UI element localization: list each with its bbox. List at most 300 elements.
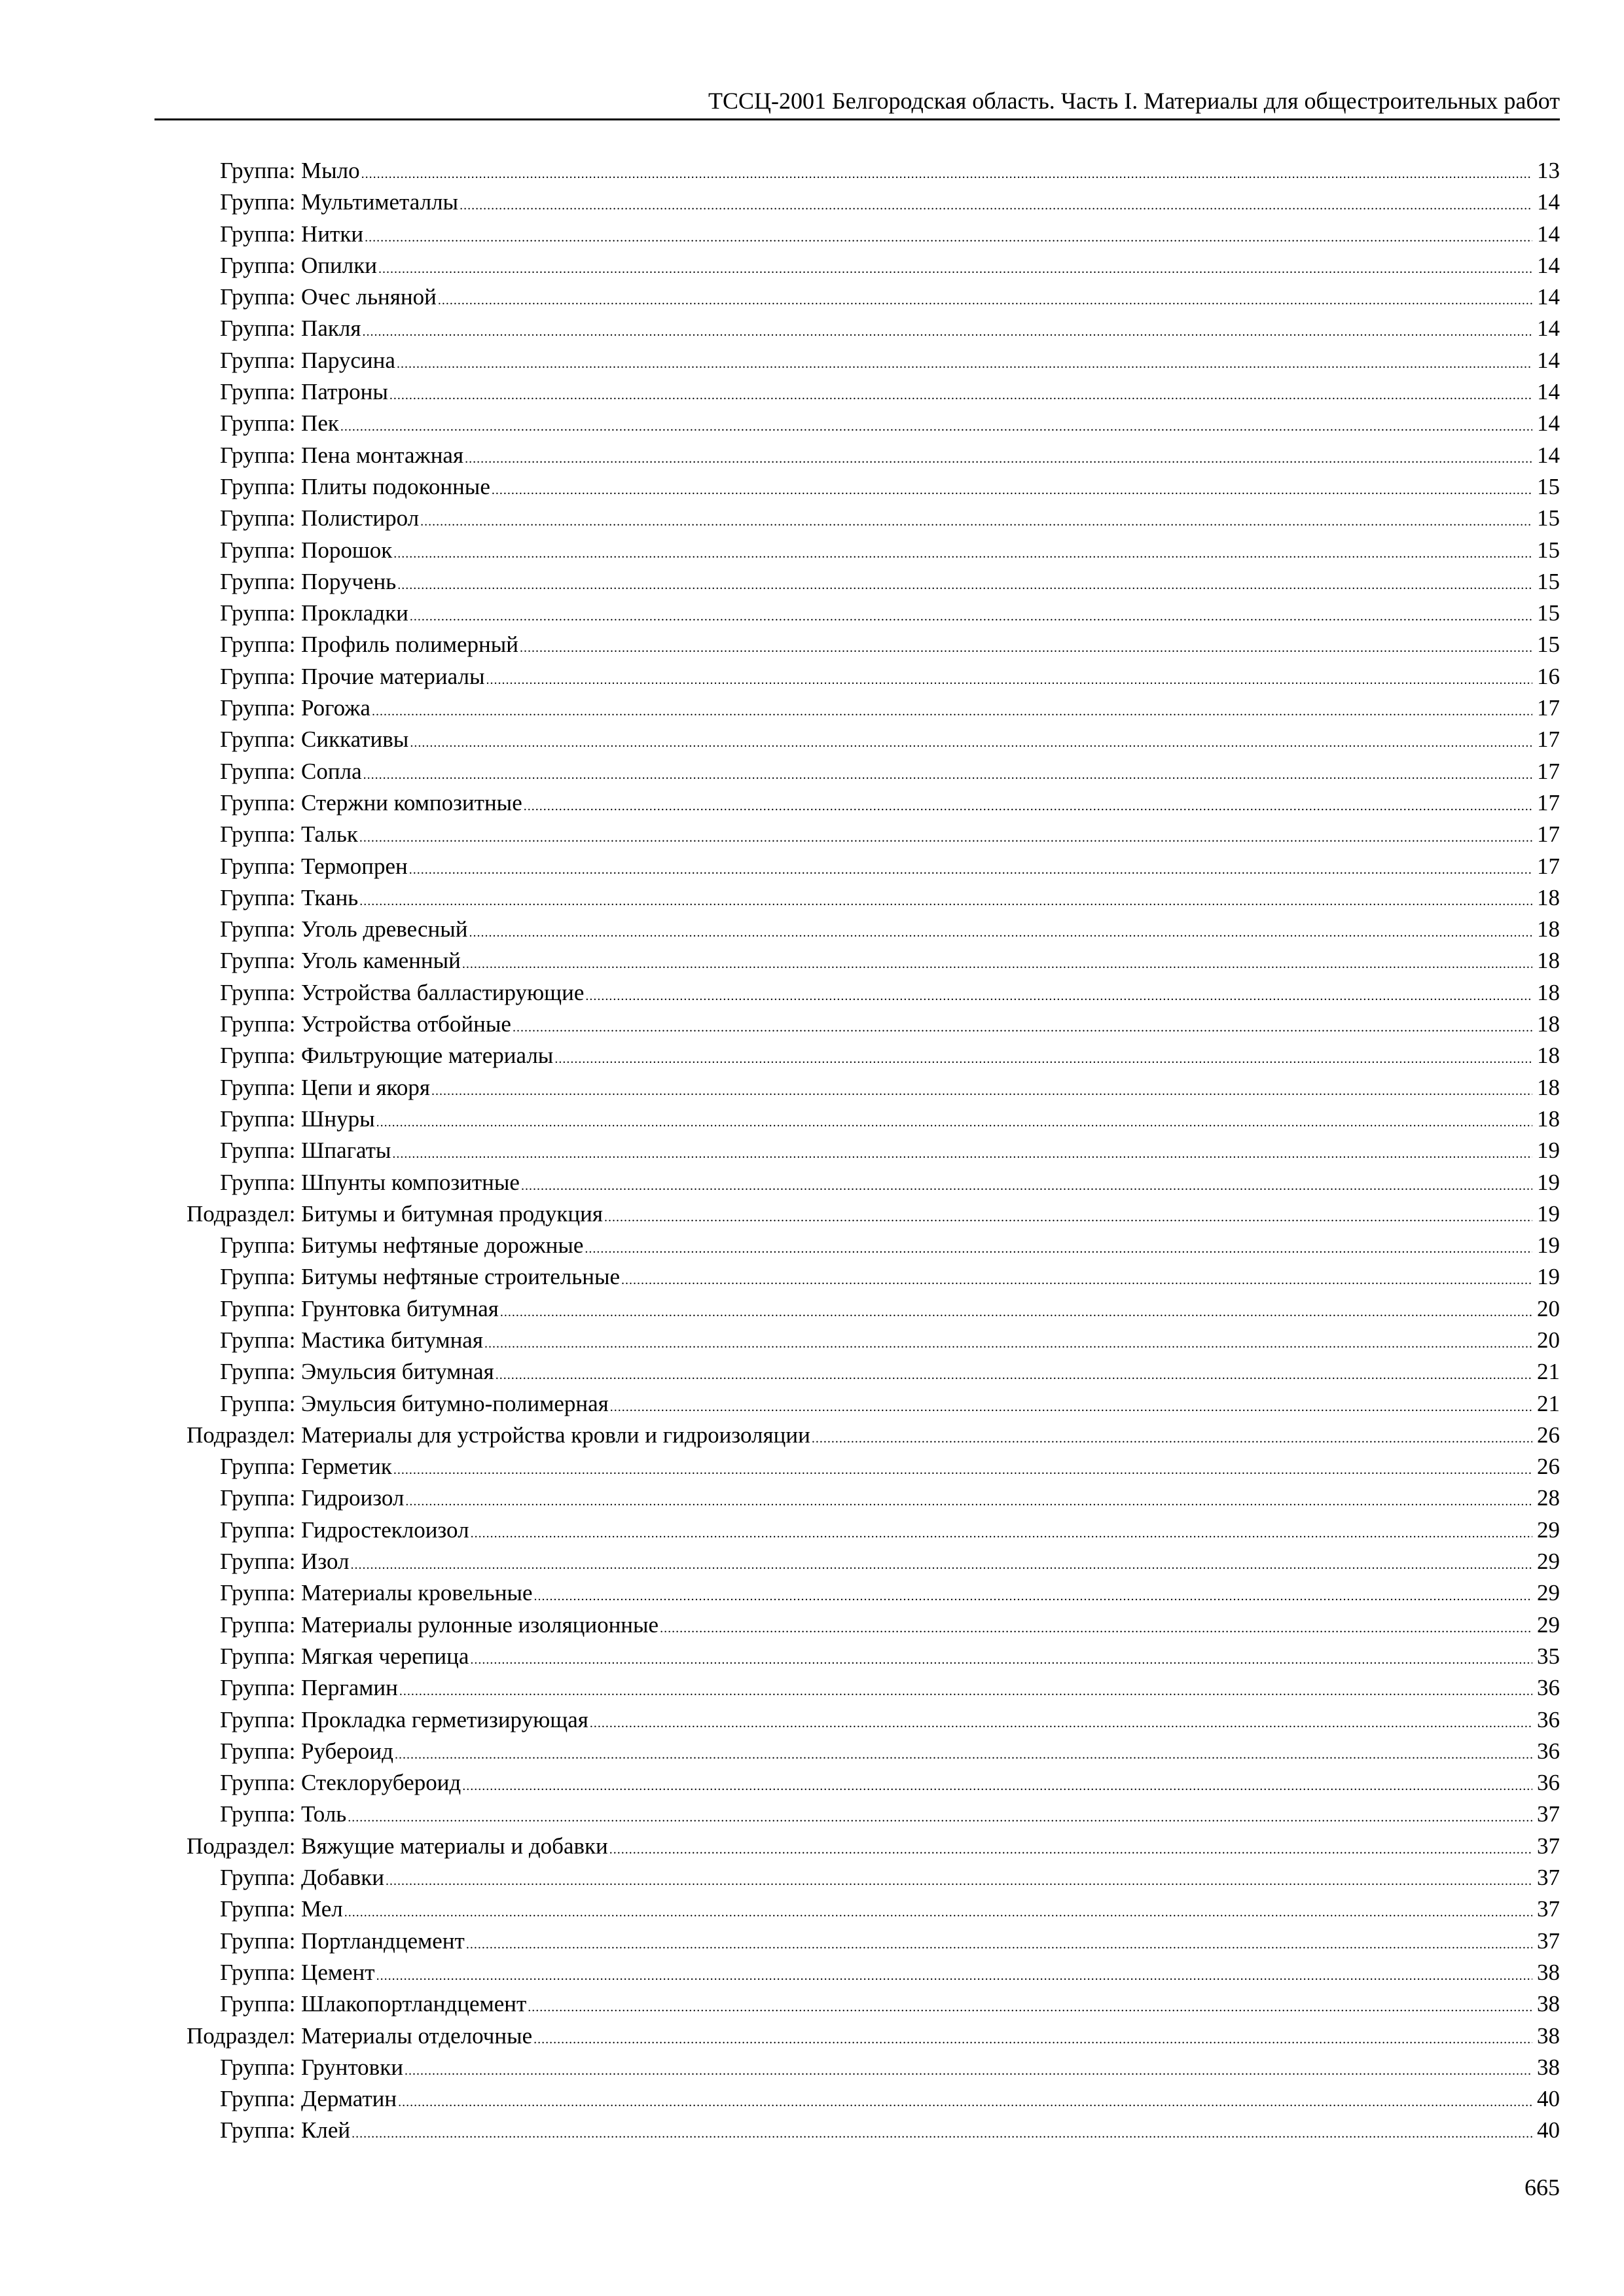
toc-group-entry[interactable] [187, 882, 1560, 914]
toc-entry-title: Плиты подоконные [301, 473, 490, 499]
toc-dot-leader [352, 2118, 1532, 2149]
toc-entry-title: Термопрен [301, 853, 408, 879]
toc-dot-leader [585, 980, 1532, 1012]
toc-entry-page: 17 [1537, 726, 1560, 753]
toc-group-entry[interactable] [187, 629, 1560, 660]
toc-entry-kind: Группа: [220, 789, 296, 816]
toc-entry-page: 14 [1537, 189, 1560, 215]
toc-entry-kind: Группа: [220, 695, 296, 721]
toc-entry-title: Парусина [301, 347, 395, 373]
toc-group-entry[interactable] [187, 787, 1560, 819]
toc-entry-kind: Группа: [220, 600, 296, 626]
toc-dot-leader [524, 791, 1532, 822]
toc-dot-leader [405, 2055, 1532, 2087]
toc-dot-leader [469, 917, 1532, 948]
toc-entry-kind: Группа: [220, 2086, 296, 2112]
toc-entry-kind: Группа: [220, 1738, 296, 1764]
toc-entry-page: 15 [1537, 632, 1560, 658]
toc-entry-page: 29 [1537, 1611, 1560, 1638]
toc-dot-leader [486, 664, 1532, 696]
toc-group-entry[interactable] [187, 977, 1560, 1009]
toc-entry-title: Стержни композитные [301, 789, 522, 816]
toc-dot-leader [590, 1708, 1532, 1739]
toc-entry-kind: Группа: [220, 1390, 296, 1416]
toc-group-entry[interactable] [187, 661, 1560, 692]
toc-entry-title: Прочие материалы [301, 663, 485, 689]
toc-entry-page: 36 [1537, 1706, 1560, 1732]
toc-entry-title: Цепи и якоря [301, 1074, 430, 1100]
toc-entry-title: Порошок [301, 537, 393, 563]
toc-entry-kind: Группа: [220, 758, 296, 784]
toc-dot-leader [492, 475, 1532, 506]
toc-entry-title: Пек [301, 410, 339, 437]
toc-entry-page: 14 [1537, 347, 1560, 373]
toc-entry-kind: Группа: [220, 1011, 296, 1037]
toc-dot-leader [410, 727, 1532, 759]
toc-group-entry[interactable] [187, 1926, 1560, 1957]
toc-entry-title: Материалы для устройства кровли и гидроизоляции [301, 1422, 810, 1448]
toc-dot-leader [609, 1834, 1532, 1865]
toc-entry-kind: Группа: [220, 284, 296, 310]
toc-entry-kind: Группа: [220, 189, 296, 215]
toc-entry-title: Шпагаты [301, 1138, 391, 1164]
toc-dot-leader [405, 1486, 1532, 1517]
toc-group-entry[interactable] [187, 1515, 1560, 1546]
toc-entry-kind: Группа: [220, 632, 296, 658]
toc-entry-title: Клей [301, 2117, 351, 2144]
toc-entry-title: Изол [301, 1549, 350, 1575]
toc-dot-leader [610, 1391, 1532, 1423]
toc-dot-leader [340, 411, 1532, 442]
page-header: ТССЦ-2001 Белгородская область. Часть I. Материалы для общестроительных работ [708, 88, 1560, 114]
toc-entry-kind: Группа: [220, 1232, 296, 1259]
toc-group-entry[interactable] [187, 1451, 1560, 1482]
toc-entry-page: 35 [1537, 1643, 1560, 1669]
toc-entry-kind: Группа: [220, 221, 296, 247]
toc-entry-kind: Группа: [220, 1549, 296, 1575]
toc-entry-title: Очес льняной [301, 284, 437, 310]
toc-entry-kind: Группа: [220, 442, 296, 468]
toc-group-entry[interactable] [187, 187, 1560, 218]
toc-group-entry[interactable] [187, 724, 1560, 755]
toc-entry-title: Материалы рулонные изоляционные [301, 1611, 659, 1638]
toc-group-entry[interactable] [187, 471, 1560, 503]
toc-entry-title: Уголь каменный [301, 948, 461, 974]
toc-entry-kind: Группа: [220, 853, 296, 879]
toc-group-entry[interactable] [187, 1704, 1560, 1736]
toc-entry-title: Герметик [301, 1454, 392, 1480]
toc-group-entry[interactable] [187, 1040, 1560, 1071]
toc-entry-title: Устройства отбойные [301, 1011, 511, 1037]
toc-group-entry[interactable] [187, 376, 1560, 408]
toc-entry-kind: Группа: [220, 347, 296, 373]
toc-group-entry[interactable] [187, 598, 1560, 629]
toc-entry-title: Пергамин [301, 1675, 398, 1701]
toc-entry-page: 20 [1537, 1327, 1560, 1353]
toc-entry-page: 18 [1537, 884, 1560, 910]
toc-entry-title: Патроны [301, 379, 388, 405]
toc-dot-leader [386, 1865, 1532, 1897]
toc-entry-page: 13 [1537, 158, 1560, 183]
header-rule [154, 118, 1560, 120]
toc-dot-leader [393, 1454, 1532, 1486]
toc-entry-title: Дерматин [301, 2086, 397, 2112]
toc-dot-leader [520, 632, 1532, 664]
toc-entry-kind: Подраздел: [187, 1200, 296, 1227]
toc-entry-title: Прокладка герметизирующая [301, 1706, 588, 1732]
toc-entry-kind: Группа: [220, 1580, 296, 1606]
toc-dot-leader [812, 1423, 1532, 1454]
toc-dot-leader [359, 886, 1532, 917]
toc-entry-page: 15 [1537, 505, 1560, 531]
toc-entry-kind: Группа: [220, 726, 296, 753]
toc-dot-leader [462, 1770, 1532, 1802]
toc-dot-leader [397, 348, 1532, 380]
toc-group-entry[interactable] [187, 1356, 1560, 1388]
toc-dot-leader [585, 1233, 1532, 1265]
toc-entry-kind: Группа: [220, 663, 296, 689]
toc-entry-page: 21 [1537, 1359, 1560, 1385]
toc-entry-title: Опилки [301, 252, 377, 278]
toc-group-entry[interactable] [187, 945, 1560, 977]
toc-entry-title: Мультиметаллы [301, 189, 459, 215]
toc-entry-page: 16 [1537, 663, 1560, 689]
toc-entry-title: Шнуры [301, 1105, 375, 1132]
toc-entry-kind: Группа: [220, 1611, 296, 1638]
toc-dot-leader [392, 1138, 1532, 1170]
toc-entry-page: 18 [1537, 916, 1560, 942]
toc-entry-kind: Подраздел: [187, 2022, 296, 2049]
toc-entry-kind: Группа: [220, 1264, 296, 1290]
toc-group-entry[interactable] [187, 1641, 1560, 1672]
toc-group-entry[interactable] [187, 1577, 1560, 1609]
toc-dot-leader [376, 1960, 1532, 1992]
toc-entry-title: Уголь древесный [301, 916, 468, 942]
toc-entry-title: Полистирол [301, 505, 420, 531]
toc-entry-page: 38 [1537, 2054, 1560, 2080]
toc-dot-leader [376, 1107, 1532, 1138]
toc-group-entry[interactable] [187, 692, 1560, 724]
toc-entry-title: Нитки [301, 221, 364, 247]
toc-subsection-entry[interactable] [187, 1831, 1560, 1862]
toc-group-entry[interactable] [187, 1893, 1560, 1925]
toc-entry-page: 36 [1537, 1738, 1560, 1764]
toc-entry-page: 18 [1537, 1074, 1560, 1100]
toc-group-entry[interactable] [187, 851, 1560, 882]
toc-entry-page: 37 [1537, 1865, 1560, 1891]
toc-dot-leader [500, 1297, 1532, 1328]
toc-entry-title: Профиль полимерный [301, 632, 519, 658]
toc-dot-leader [513, 1012, 1532, 1043]
toc-entry-title: Фильтрующие материалы [301, 1043, 554, 1069]
toc-entry-title: Устройства балластирующие [301, 979, 585, 1005]
toc-dot-leader [378, 253, 1532, 285]
toc-entry-title: Цемент [301, 1959, 375, 1985]
toc-group-entry[interactable] [187, 1672, 1560, 1704]
toc-dot-leader [466, 1929, 1532, 1960]
toc-dot-leader [361, 158, 1532, 190]
toc-group-entry[interactable] [187, 219, 1560, 250]
toc-entry-page: 37 [1537, 1833, 1560, 1859]
toc-entry-title: Материалы кровельные [301, 1580, 533, 1606]
toc-group-entry[interactable] [187, 250, 1560, 281]
toc-dot-leader [393, 538, 1532, 569]
toc-group-entry[interactable] [187, 1230, 1560, 1261]
toc-entry-page: 28 [1537, 1485, 1560, 1511]
toc-dot-leader [484, 1328, 1532, 1359]
toc-group-entry[interactable] [187, 503, 1560, 534]
toc-entry-kind: Группа: [220, 1485, 296, 1511]
toc-dot-leader [462, 948, 1532, 980]
toc-dot-leader [362, 316, 1532, 348]
toc-entry-page: 36 [1537, 1675, 1560, 1701]
toc-entry-title: Портландцемент [301, 1928, 465, 1954]
toc-dot-leader [660, 1613, 1532, 1644]
toc-subsection-entry[interactable] [187, 1198, 1560, 1230]
toc-dot-leader [438, 285, 1532, 316]
toc-group-entry[interactable] [187, 1009, 1560, 1040]
toc-dot-leader [365, 222, 1532, 253]
toc-dot-leader [350, 1549, 1532, 1581]
toc-entry-kind: Группа: [220, 1359, 296, 1385]
toc-entry-kind: Группа: [220, 379, 296, 405]
toc-dot-leader [621, 1265, 1532, 1296]
toc-group-entry[interactable] [187, 1609, 1560, 1641]
toc-entry-page: 21 [1537, 1390, 1560, 1416]
toc-group-entry[interactable] [187, 819, 1560, 850]
toc-entry-page: 37 [1537, 1896, 1560, 1922]
toc-entry-page: 38 [1537, 1991, 1560, 2017]
toc-entry-page: 37 [1537, 1801, 1560, 1827]
toc-group-entry[interactable] [187, 914, 1560, 945]
toc-dot-leader [460, 190, 1532, 221]
toc-group-entry[interactable] [187, 566, 1560, 598]
toc-entry-page: 15 [1537, 568, 1560, 594]
toc-dot-leader [409, 854, 1532, 886]
toc-dot-leader [431, 1075, 1532, 1107]
toc-group-entry[interactable] [187, 1388, 1560, 1420]
toc-entry-kind: Группа: [220, 568, 296, 594]
toc-entry-page: 38 [1537, 1959, 1560, 1985]
toc-group-entry[interactable] [187, 281, 1560, 313]
toc-entry-kind: Группа: [220, 1074, 296, 1100]
toc-group-entry[interactable] [187, 155, 1560, 187]
toc-dot-leader [397, 569, 1532, 601]
toc-group-entry[interactable] [187, 1482, 1560, 1514]
toc-dot-leader [496, 1359, 1532, 1391]
toc-entry-title: Мел [301, 1896, 343, 1922]
toc-dot-leader [554, 1043, 1532, 1075]
toc-group-entry[interactable] [187, 440, 1560, 471]
toc-entry-title: Ткань [301, 884, 359, 910]
toc-entry-title: Прокладки [301, 600, 408, 626]
toc-entry-page: 29 [1537, 1516, 1560, 1543]
toc-entry-page: 14 [1537, 410, 1560, 437]
toc-group-entry[interactable] [187, 2115, 1560, 2146]
page-number: 665 [1525, 2174, 1560, 2200]
toc-group-entry[interactable] [187, 1135, 1560, 1166]
toc-dot-leader [348, 1802, 1532, 1833]
toc-entry-kind: Группа: [220, 315, 296, 342]
toc-entry-title: Стеклорубероид [301, 1770, 461, 1796]
toc-entry-kind: Группа: [220, 1991, 296, 2017]
toc-entry-kind: Группа: [220, 1706, 296, 1732]
toc-entry-kind: Группа: [220, 252, 296, 278]
toc-entry-title: Вяжущие материалы и добавки [301, 1833, 608, 1859]
toc-entry-title: Гидроизол [301, 1485, 405, 1511]
toc-dot-leader [399, 1676, 1532, 1707]
toc-dot-leader [372, 696, 1532, 727]
toc-entry-page: 38 [1537, 2022, 1560, 2049]
toc-entry-title: Гидростеклоизол [301, 1516, 469, 1543]
toc-dot-leader [528, 1992, 1532, 2023]
toc-entry-title: Мыло [301, 158, 360, 183]
toc-entry-page: 18 [1537, 1043, 1560, 1069]
toc-dot-leader [398, 2087, 1532, 2118]
toc-dot-leader [604, 1202, 1532, 1233]
toc-entry-title: Эмульсия битумно-полимерная [301, 1390, 609, 1416]
toc-entry-title: Эмульсия битумная [301, 1359, 494, 1385]
toc-group-entry[interactable] [187, 2052, 1560, 2083]
toc-entry-title: Мягкая черепица [301, 1643, 469, 1669]
toc-dot-leader [363, 759, 1532, 791]
toc-entry-kind: Группа: [220, 537, 296, 563]
toc-entry-page: 14 [1537, 252, 1560, 278]
toc-entry-title: Рогожа [301, 695, 370, 721]
toc-subsection-entry[interactable] [187, 1420, 1560, 1451]
toc-entry-page: 18 [1537, 1105, 1560, 1132]
toc-entry-kind: Подраздел: [187, 1422, 296, 1448]
toc-entry-kind: Группа: [220, 1327, 296, 1353]
toc-entry-kind: Группа: [220, 158, 296, 183]
toc-group-entry[interactable] [187, 1546, 1560, 1577]
toc-group-entry[interactable] [187, 1988, 1560, 2020]
toc-entry-title: Пакля [301, 315, 361, 342]
toc-entry-kind: Подраздел: [187, 1833, 296, 1859]
toc-entry-kind: Группа: [220, 1043, 296, 1069]
toc-dot-leader [410, 601, 1532, 632]
toc-entry-page: 37 [1537, 1928, 1560, 1954]
toc-entry-page: 26 [1537, 1422, 1560, 1448]
toc-group-entry[interactable] [187, 1293, 1560, 1325]
toc-entry-kind: Группа: [220, 505, 296, 531]
toc-dot-leader [420, 506, 1532, 537]
toc-group-entry[interactable] [187, 1957, 1560, 1988]
toc-entry-kind: Группа: [220, 1865, 296, 1891]
toc-group-entry[interactable] [187, 1261, 1560, 1293]
toc-entry-page: 19 [1537, 1232, 1560, 1259]
toc-entry-title: Шлакопортландцемент [301, 1991, 527, 2017]
toc-entry-page: 29 [1537, 1580, 1560, 1606]
toc-entry-title: Пена монтажная [301, 442, 464, 468]
toc-entry-kind: Группа: [220, 1801, 296, 1827]
toc-group-entry[interactable] [187, 535, 1560, 566]
toc-entry-title: Грунтовка битумная [301, 1295, 499, 1321]
toc-entry-page: 15 [1537, 473, 1560, 499]
toc-entry-title: Битумы нефтяные строительные [301, 1264, 621, 1290]
toc-group-entry[interactable] [187, 1325, 1560, 1356]
toc-entry-title: Добавки [301, 1865, 385, 1891]
toc-dot-leader [471, 1518, 1532, 1549]
toc-group-entry[interactable] [187, 1072, 1560, 1103]
toc-entry-kind: Группа: [220, 473, 296, 499]
toc-group-entry[interactable] [187, 1103, 1560, 1135]
toc-entry-title: Сиккативы [301, 726, 409, 753]
toc-entry-kind: Группа: [220, 1454, 296, 1480]
toc-entry-title: Поручень [301, 568, 397, 594]
toc-dot-leader [533, 2024, 1532, 2055]
toc-entry-page: 18 [1537, 1011, 1560, 1037]
toc-group-entry[interactable] [187, 1167, 1560, 1198]
toc-entry-page: 18 [1537, 948, 1560, 974]
toc-entry-page: 14 [1537, 284, 1560, 310]
toc-entry-kind: Группа: [220, 1959, 296, 1985]
toc-entry-title: Битумы нефтяные дорожные [301, 1232, 584, 1259]
toc-group-entry[interactable] [187, 1736, 1560, 1767]
toc-entry-kind: Группа: [220, 1138, 296, 1164]
toc-entry-title: Мастика битумная [301, 1327, 483, 1353]
toc-group-entry[interactable] [187, 313, 1560, 344]
toc-entry-page: 26 [1537, 1454, 1560, 1480]
toc-entry-title: Рубероид [301, 1738, 393, 1764]
toc-dot-leader [521, 1170, 1532, 1202]
toc-dot-leader [470, 1644, 1532, 1676]
toc-dot-leader [359, 822, 1532, 853]
toc-group-entry[interactable] [187, 1767, 1560, 1799]
toc-entry-page: 19 [1537, 1264, 1560, 1290]
toc-entry-page: 19 [1537, 1200, 1560, 1227]
table-of-contents [187, 155, 1560, 2147]
toc-entry-title: Толь [301, 1801, 347, 1827]
toc-entry-kind: Группа: [220, 1105, 296, 1132]
toc-entry-kind: Группа: [220, 979, 296, 1005]
toc-entry-page: 15 [1537, 600, 1560, 626]
toc-entry-title: Материалы отделочные [301, 2022, 533, 2049]
toc-entry-kind: Группа: [220, 948, 296, 974]
toc-entry-kind: Группа: [220, 1770, 296, 1796]
toc-entry-kind: Группа: [220, 884, 296, 910]
toc-group-entry[interactable] [187, 1799, 1560, 1830]
toc-group-entry[interactable] [187, 345, 1560, 376]
toc-entry-kind: Группа: [220, 1169, 296, 1195]
toc-entry-page: 18 [1537, 979, 1560, 1005]
toc-entry-page: 40 [1537, 2117, 1560, 2144]
toc-group-entry[interactable] [187, 756, 1560, 787]
toc-entry-kind: Группа: [220, 1295, 296, 1321]
toc-entry-kind: Группа: [220, 916, 296, 942]
toc-group-entry[interactable] [187, 2083, 1560, 2115]
toc-group-entry[interactable] [187, 408, 1560, 439]
toc-entry-page: 19 [1537, 1138, 1560, 1164]
toc-entry-page: 14 [1537, 442, 1560, 468]
toc-group-entry[interactable] [187, 1862, 1560, 1893]
toc-entry-kind: Группа: [220, 1896, 296, 1922]
toc-entry-title: Грунтовки [301, 2054, 403, 2080]
toc-dot-leader [389, 380, 1532, 411]
toc-entry-kind: Группа: [220, 1675, 296, 1701]
toc-entry-kind: Группа: [220, 1928, 296, 1954]
toc-dot-leader [534, 1581, 1533, 1612]
toc-subsection-entry[interactable] [187, 2020, 1560, 2052]
toc-entry-page: 19 [1537, 1169, 1560, 1195]
toc-entry-page: 14 [1537, 221, 1560, 247]
toc-entry-title: Битумы и битумная продукция [301, 1200, 603, 1227]
toc-entry-kind: Группа: [220, 410, 296, 437]
toc-entry-page: 17 [1537, 853, 1560, 879]
toc-dot-leader [344, 1897, 1532, 1928]
toc-entry-page: 17 [1537, 758, 1560, 784]
toc-entry-page: 14 [1537, 379, 1560, 405]
